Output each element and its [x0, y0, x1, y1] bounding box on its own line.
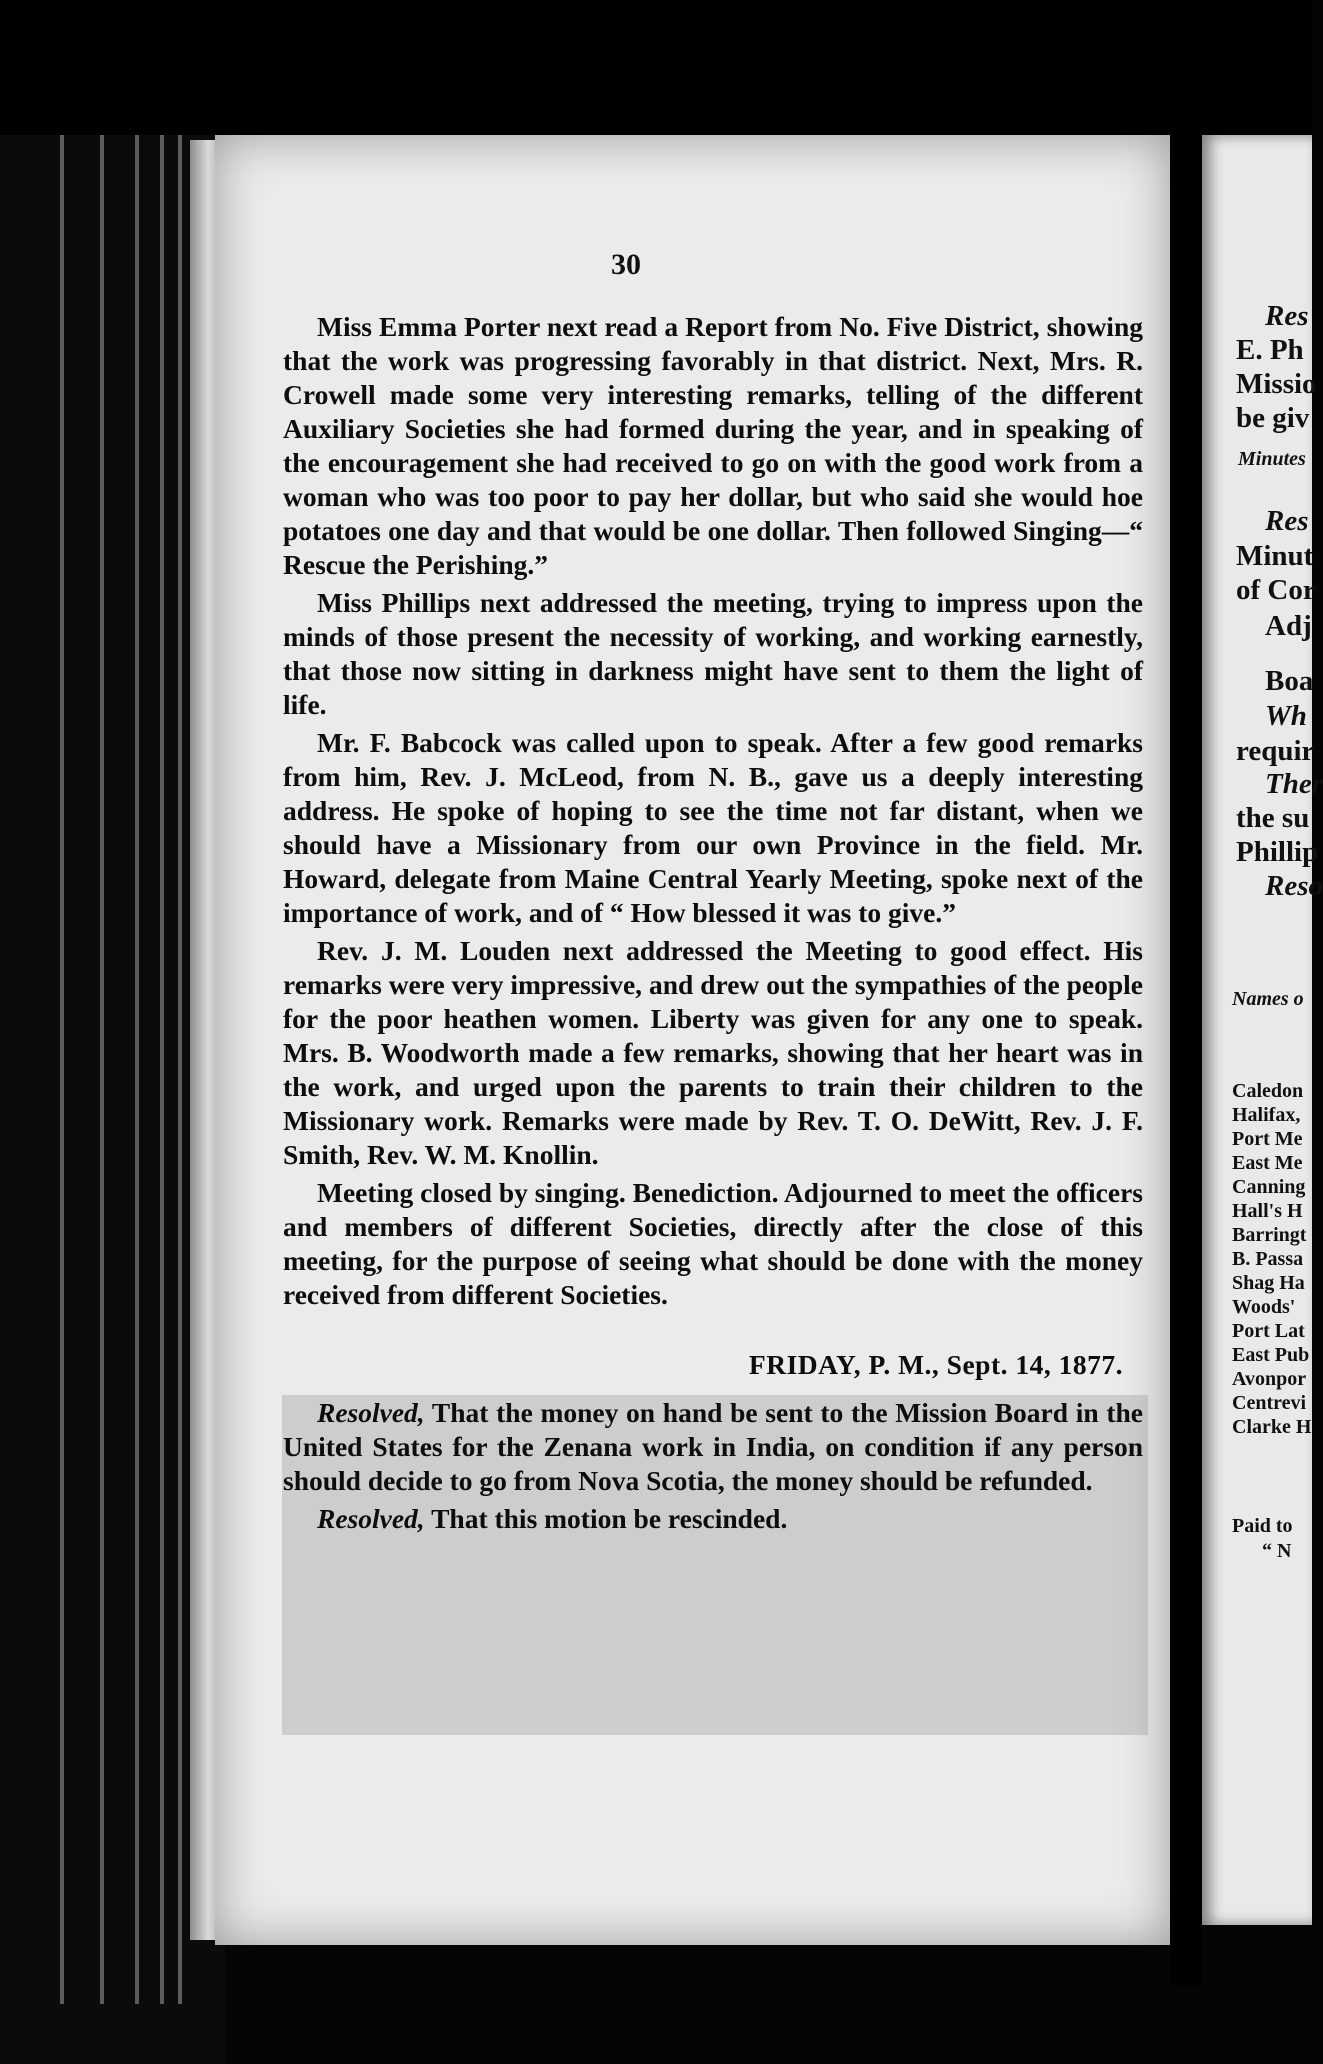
- page-edge-line: [100, 135, 104, 2004]
- page-number: 30: [611, 248, 641, 281]
- right-page-fragment: Centrevi: [1232, 1392, 1307, 1414]
- right-page-fragment: Port Lat: [1232, 1320, 1305, 1342]
- paragraph: Miss Phillips next addressed the meeting, trying to impress upon the minds of those present the necessity of working, and working earnestly, that those now sitting in darkness might have sent to them the light of life.: [283, 587, 1143, 720]
- right-page-fragment: Phillip: [1236, 836, 1319, 868]
- page-body: [283, 310, 1143, 1540]
- date-heading: FRIDAY, P. M., Sept. 14, 1877.: [748, 1349, 1123, 1380]
- right-page-fragment: “ N: [1262, 1540, 1292, 1562]
- right-page-fragment: Ther: [1265, 768, 1323, 800]
- right-page-fragment: Res: [1265, 505, 1309, 537]
- right-page-fragment: requir: [1236, 735, 1315, 767]
- right-page-fragment: Paid to: [1232, 1515, 1293, 1537]
- right-page-fragment: Woods': [1232, 1296, 1296, 1318]
- right-page-fragment: Minutes: [1238, 448, 1306, 470]
- resolution-label: Resolved,: [317, 1503, 425, 1534]
- paragraph: Miss Emma Porter next read a Report from No. Five District, showing that the work was progressing favorably in that district. Next, Mrs. R. Crowell made some very interesting remarks, telling of the different Auxiliary Societies she had formed during the year, and in speaking of the encouragement she had received to go on with the good work from a woman who was too poor to pay her dollar, but who said she would hoe potatoes one day and that would be one dollar. Then followed Singing—“ Rescue the Perishing.”: [283, 311, 1143, 580]
- page-edge-line: [160, 135, 164, 2004]
- right-page-fragment: Adj: [1265, 610, 1312, 642]
- right-page-fragment: Boa: [1265, 665, 1314, 697]
- right-page-fragment: Canning: [1232, 1176, 1306, 1198]
- page-edge-line: [60, 135, 64, 2004]
- resolution: [283, 1396, 1143, 1498]
- resolution: [283, 1502, 1143, 1536]
- resolution-text: That this motion be rescinded.: [424, 1503, 788, 1534]
- right-page-fragment: be giv: [1236, 402, 1310, 434]
- resolution-text: That the money on hand be sent to the Mission Board in the United States for the Zenana work in India, on condition if any person should decide to go from Nova Scotia, the money should be refunded.: [283, 1397, 1143, 1496]
- scan-top-border: [0, 0, 1312, 135]
- right-page-fragment: Hall's H: [1232, 1200, 1303, 1222]
- right-page-fragment: East Me: [1232, 1152, 1303, 1174]
- right-page-fragment: the su: [1236, 802, 1310, 834]
- right-page-fragment: East Pub: [1232, 1344, 1310, 1366]
- right-page-fragment: Names o: [1232, 988, 1304, 1010]
- right-page-fragment: Wh: [1265, 700, 1307, 732]
- right-page-fragment: Shag Ha: [1232, 1272, 1305, 1294]
- paragraph: Rev. J. M. Louden next addressed the Meeting to good effect. His remarks were very impressive, and drew out the sympathies of the people for the poor heathen women. Liberty was given for any one to speak. Mrs. B. Woodworth made a few remarks, showing that her heart was in the work, and urged upon the parents to train their children to the Missionary work. Remarks were made by Rev. T. O. DeWitt, Rev. J. F. Smith, Rev. W. M. Knollin.: [283, 935, 1143, 1170]
- right-page-fragment: Avonpor: [1232, 1368, 1307, 1390]
- right-page-fragment: Clarke H: [1232, 1416, 1312, 1438]
- right-page-fragment: B. Passa: [1232, 1248, 1304, 1270]
- paragraph: Mr. F. Babcock was called upon to speak. After a few good remarks from him, Rev. J. McLeod, from N. B., gave us a deeply interesting address. He spoke of hoping to see the time not far distant, when we should have a Missionary from our own Province in the field. Mr. Howard, delegate from Maine Central Yearly Meeting, spoke next of the importance of work, and of “ How blessed it was to give.”: [283, 727, 1143, 928]
- right-page-fragment: Reso: [1265, 870, 1323, 902]
- right-page-fragment: of Cor: [1236, 574, 1316, 606]
- page-gutter: [1170, 135, 1202, 1985]
- page-edge-line: [135, 135, 139, 2004]
- right-page-fragment: Missio: [1236, 368, 1317, 400]
- resolution-label: Resolved,: [317, 1397, 425, 1428]
- right-page-fragment: Port Me: [1232, 1128, 1303, 1150]
- right-page-fragment: Halifax,: [1232, 1104, 1301, 1126]
- paragraph: Meeting closed by singing. Benediction. Adjourned to meet the officers and members of different Societies, directly after the close of this meeting, for the purpose of seeing what should be done with the money received from different Societies.: [283, 1177, 1143, 1310]
- right-page-fragment: E. Ph: [1236, 334, 1304, 366]
- right-page-fragment: Res: [1265, 300, 1309, 332]
- right-page-fragment: Caledon: [1232, 1080, 1304, 1102]
- page-edge-line: [178, 135, 182, 2004]
- right-page-fragment: Barringt: [1232, 1224, 1307, 1246]
- right-page-fragment: Minut: [1236, 540, 1314, 572]
